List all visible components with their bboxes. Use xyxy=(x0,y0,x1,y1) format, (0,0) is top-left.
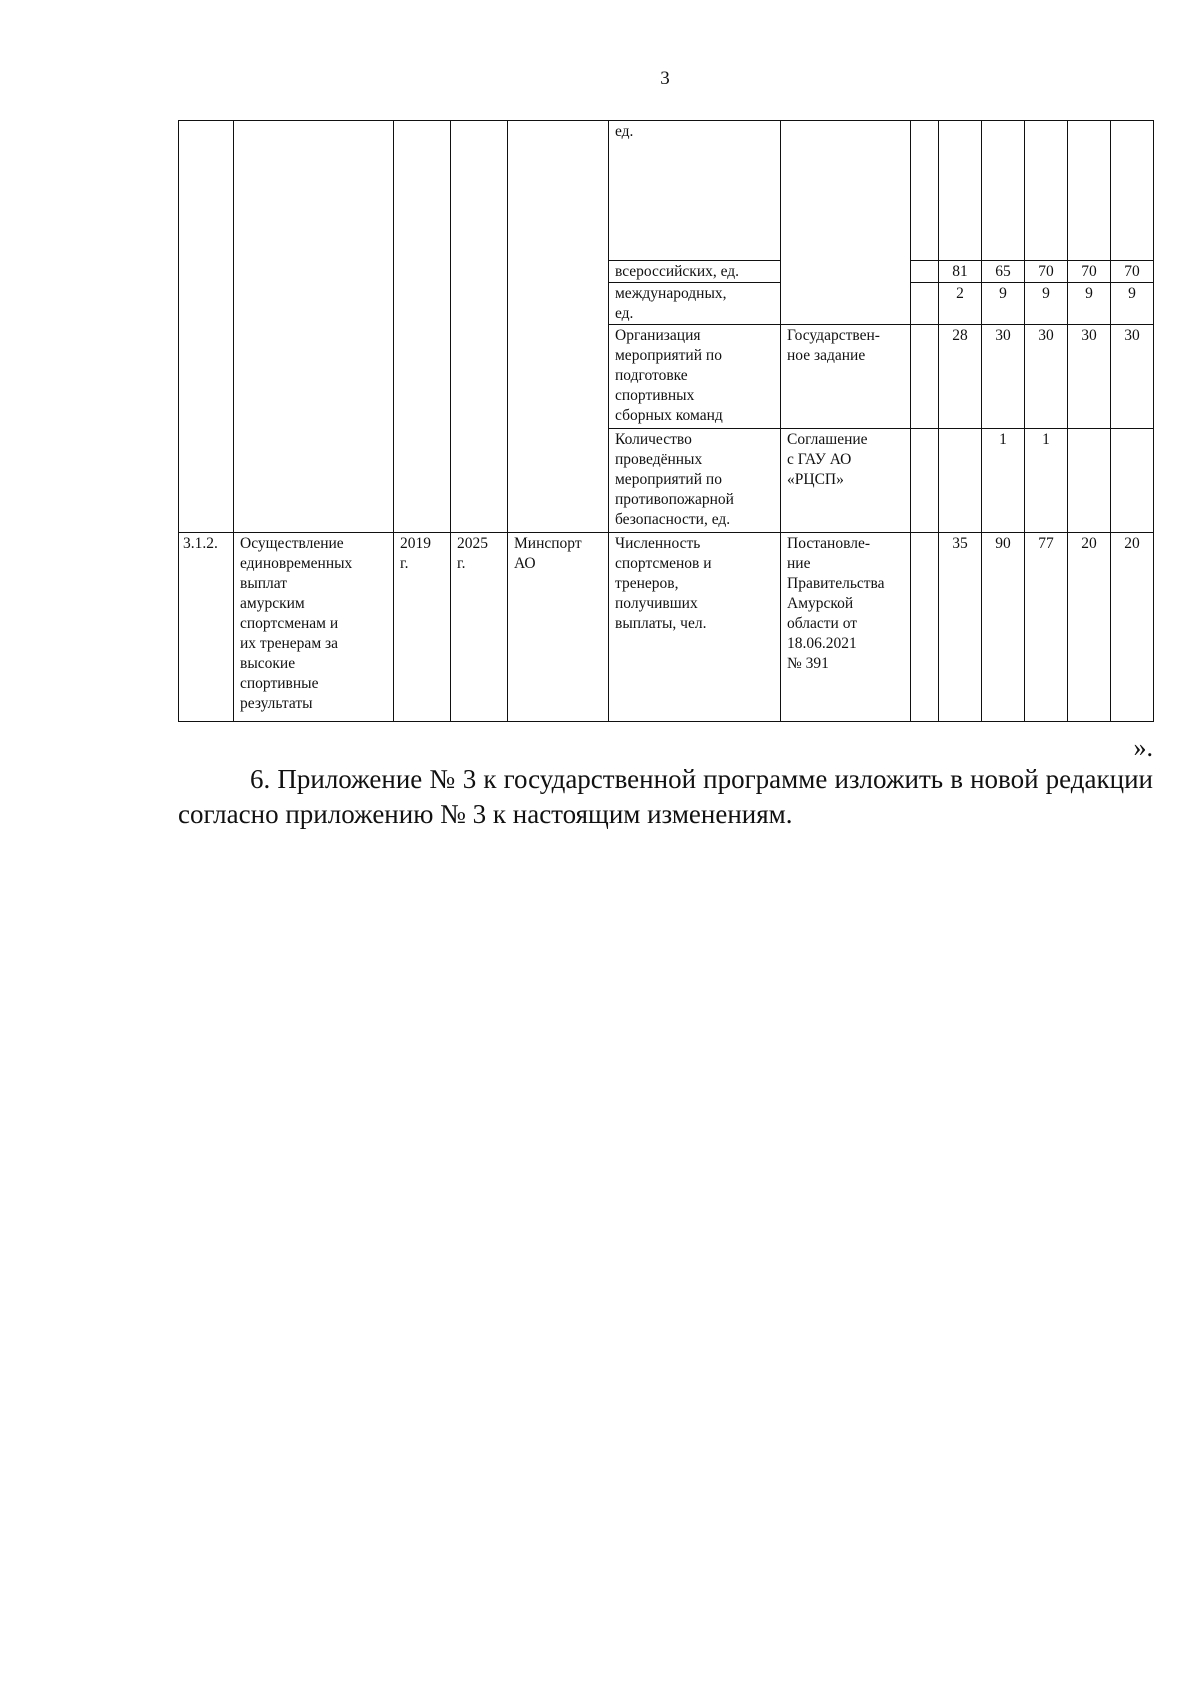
value-cell: 9 xyxy=(1025,283,1068,325)
value-cell: 81 xyxy=(939,261,982,283)
value-cell: 9 xyxy=(982,283,1025,325)
item-name-cell: Осуществление единовременных выплат амурским спортсменам и их тренерам за высокие спортивные результаты xyxy=(234,533,394,722)
source-cell: Соглашение с ГАУ АО «РЦСП» xyxy=(781,429,911,533)
value-cell: 30 xyxy=(1111,325,1154,429)
executor-cell: Минспорт АО xyxy=(508,533,609,722)
value-cell: 20 xyxy=(1111,533,1154,722)
table-cell-empty xyxy=(939,121,982,261)
source-cell: Государствен- ное задание xyxy=(781,325,911,429)
value-cell xyxy=(1111,429,1154,533)
value-cell: 70 xyxy=(1025,261,1068,283)
table-cell-empty xyxy=(179,121,234,533)
value-cell: 70 xyxy=(1068,261,1111,283)
program-table xyxy=(178,120,1154,722)
value-cell: 30 xyxy=(1025,325,1068,429)
start-year-cell: 2019 г. xyxy=(394,533,451,722)
table-cell-empty xyxy=(911,121,939,261)
item-number-cell: 3.1.2. xyxy=(179,533,234,722)
table-cell-empty xyxy=(911,283,939,325)
indicator-cell: Организация мероприятий по подготовке спортивных сборных команд xyxy=(609,325,781,429)
table-row-3-1-2 xyxy=(179,533,1154,722)
source-cell: Постановле- ние Правительства Амурской области от 18.06.2021 № 391 xyxy=(781,533,911,722)
page-number: 3 xyxy=(660,68,670,89)
value-cell: 20 xyxy=(1068,533,1111,722)
value-cell: 1 xyxy=(982,429,1025,533)
table-cell-empty xyxy=(394,121,451,533)
indicator-cell: ед. xyxy=(609,121,781,261)
table-cell-empty xyxy=(911,533,939,722)
value-cell: 90 xyxy=(982,533,1025,722)
table-cell-empty xyxy=(234,121,394,533)
indicator-cell: Численность спортсменов и тренеров, получивших выплаты, чел. xyxy=(609,533,781,722)
value-cell: 70 xyxy=(1111,261,1154,283)
value-cell: 9 xyxy=(1068,283,1111,325)
indicator-cell: Количество проведённых мероприятий по противопожарной безопасности, ед. xyxy=(609,429,781,533)
amendment-paragraph: 6. Приложение № 3 к государственной программе изложить в новой редакции согласно приложению № 3 к настоящим изменениям. xyxy=(178,764,1153,829)
value-cell xyxy=(939,429,982,533)
value-cell: 2 xyxy=(939,283,982,325)
table-cell-empty xyxy=(1025,121,1068,261)
table-cell-empty xyxy=(1111,121,1154,261)
value-cell: 1 xyxy=(1025,429,1068,533)
table-cell-empty xyxy=(911,261,939,283)
table-cell-empty xyxy=(982,121,1025,261)
value-cell: 35 xyxy=(939,533,982,722)
table-cell-empty xyxy=(911,325,939,429)
table-cell-empty xyxy=(1068,121,1111,261)
value-cell xyxy=(1068,429,1111,533)
indicator-cell: международных, ед. xyxy=(609,283,781,325)
end-year-cell: 2025 г. xyxy=(451,533,508,722)
value-cell: 28 xyxy=(939,325,982,429)
value-cell: 30 xyxy=(982,325,1025,429)
value-cell: 65 xyxy=(982,261,1025,283)
value-cell: 77 xyxy=(1025,533,1068,722)
table-cell-empty xyxy=(508,121,609,533)
table-cell-empty xyxy=(911,429,939,533)
table-cell-empty xyxy=(781,121,911,325)
value-cell: 30 xyxy=(1068,325,1111,429)
indicator-cell: всероссийских, ед. xyxy=(609,261,781,283)
value-cell: 9 xyxy=(1111,283,1154,325)
table-cell-empty xyxy=(451,121,508,533)
table-row-units xyxy=(179,121,1154,261)
closing-quote: ». xyxy=(1133,733,1153,762)
